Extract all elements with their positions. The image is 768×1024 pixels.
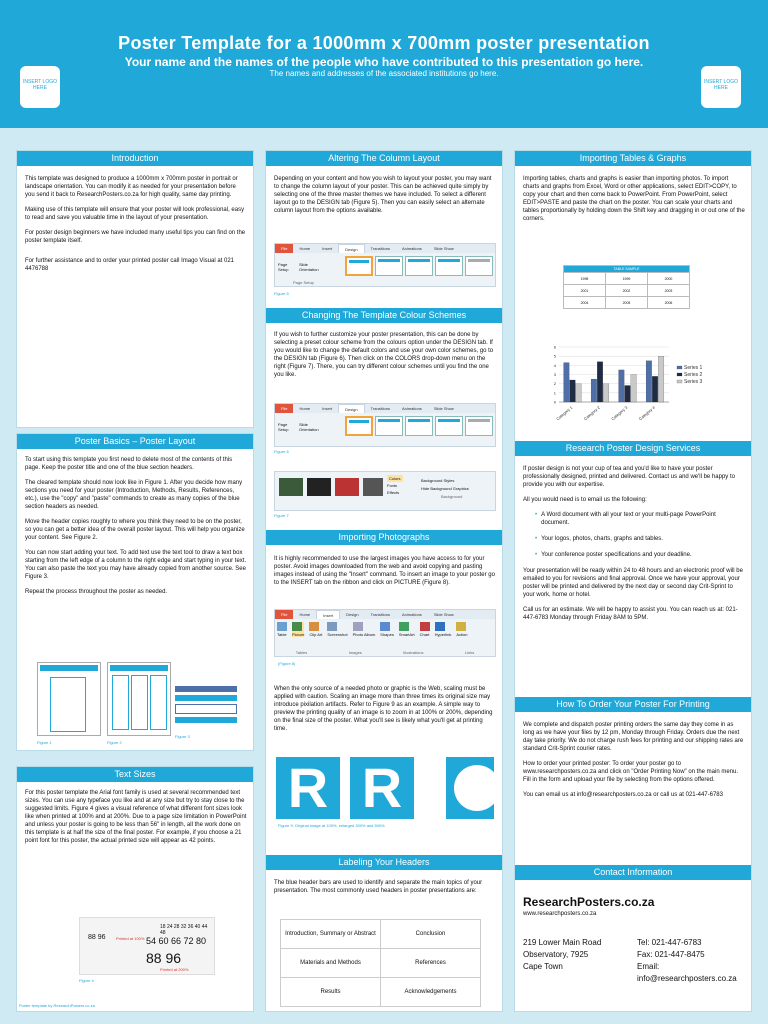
column-1-intro [16, 150, 254, 428]
print-label: Printed at 200% [160, 967, 189, 972]
services-bullet: • Your conference poster specifications and your deadline. [535, 552, 692, 558]
ribbon-tab-transitions: Transitions [370, 612, 391, 617]
ribbon-tab-file: File [275, 244, 293, 253]
chart-y-tick: 5 [553, 353, 556, 359]
ribbon-tab-animations: Animations [402, 612, 422, 617]
chart-bar [576, 384, 582, 402]
logo-image-300 [350, 757, 414, 819]
hide-bg-graphics-checkbox: Hide Background Graphics [421, 486, 469, 491]
header-cell: Introduction, Summary or Abstract [281, 920, 381, 949]
ribbon-photoalbum-button [353, 622, 376, 637]
figure-6-caption: Figure 6 [274, 449, 289, 454]
slide-orientation-button: Slide Orientation [299, 262, 319, 272]
services-bullet: • A Word document with all your text or your multi-page PowerPoint document. [535, 511, 745, 527]
ribbon-tab-transitions: Transitions [370, 246, 391, 251]
theme-thumbnail [375, 416, 403, 436]
tables-text: Importing tables, charts and graphs is easier than importing photos. To import charts and graphs from Excel, Word or other applications, select EDIT>COPY, to copy your chart and then come back to PowerPoint. From PowerPoint, select EDIT>PASTE and paste the chart on the poster. You can scale your charts and tables proportionally by holding down the Shift key and dragging in or out one of the corners. [523, 176, 745, 222]
table-cell: 2001 [564, 285, 606, 297]
address-line: Observatory, 7925 [523, 950, 589, 959]
fax: Fax: 021-447-8475 [637, 950, 705, 959]
chart-bar [658, 356, 664, 402]
ribbon-smartart-button [399, 622, 415, 637]
font-sample: 18 24 28 32 36 40 44 48 [160, 924, 208, 936]
ribbon-design-tab [274, 243, 496, 287]
ribbon-picture-button [292, 622, 304, 637]
header-cell: Materials and Methods [281, 949, 381, 978]
effects-dropdown: Effects [387, 490, 400, 495]
chart-y-tick: 3 [553, 372, 556, 377]
headers-text: The blue header bars are used to identify and separate the main topics of your presentation. The most commonly used headers in poster presentations are: [274, 880, 483, 894]
chart-bar [570, 380, 576, 402]
company-address [523, 937, 601, 973]
chart-y-tick: 6 [553, 344, 556, 350]
figure-3-caption: Figure 3 [175, 734, 190, 739]
chart-legend-label: Series 1 [684, 365, 703, 371]
ribbon-item-label: Photo Album [352, 632, 376, 637]
page-setup-button: Page Setup [278, 262, 289, 272]
address-line: Cape Town [523, 962, 563, 971]
chart-bar [652, 376, 658, 402]
ribbon-tab-design: Design [338, 404, 364, 413]
ribbon-tab-animations: Animations [402, 406, 422, 411]
theme-thumbnail [435, 256, 463, 276]
theme-thumbnail [375, 256, 403, 276]
ribbon-group-label: Tables [295, 650, 308, 655]
theme-thumbnail [405, 256, 433, 276]
ribbon-tab-slideshow: Slide Show [433, 406, 454, 411]
chart-bar [597, 362, 603, 402]
sample-table [563, 265, 690, 309]
section-header-poster-basics: Poster Basics – Poster Layout [17, 434, 253, 449]
logo-image-100 [276, 757, 340, 819]
colors-dropdown: Colors [389, 476, 401, 481]
figure-3-textbox [175, 686, 237, 731]
chart-y-tick: 1 [553, 390, 556, 396]
ribbon-item-label: Screenshot [327, 632, 348, 637]
ribbon-tab-design: Design [346, 612, 359, 617]
ribbon-item-label: Action [456, 632, 468, 637]
text-sizes-text [25, 789, 247, 852]
ribbon-tab-design: Design [338, 244, 364, 253]
section-header-altering-columns: Altering The Column Layout [266, 151, 502, 166]
ribbon-insert-tab [274, 609, 496, 657]
services-para: Call us for an estimate. We will be happy to assist you. You can reach us at: 021-447-6783 Monday through Friday 8AM to 5PM. [523, 607, 738, 621]
ribbon-item-label: SmartArt [398, 632, 415, 637]
ribbon-clipart-button [309, 622, 322, 637]
figure-7-colors-menu [274, 471, 496, 511]
order-text [523, 721, 745, 806]
intro-text [25, 175, 247, 280]
ribbon-item-label: Picture [292, 632, 305, 637]
section-header-how-to-order: How To Order Your Poster For Printing [515, 697, 751, 712]
services-text [523, 465, 745, 629]
ribbon-tab-home: Home [299, 406, 311, 411]
bullet-text: Your conference poster specifications and your deadline. [541, 552, 692, 558]
ribbon-hyperlink-button [435, 622, 452, 637]
intro-para: For poster design beginners we have included many useful tips you can find on the poster template itself. [25, 230, 246, 244]
chart-bar [631, 375, 637, 403]
section-header-text-sizes: Text Sizes [17, 767, 253, 782]
section-header-colour-schemes: Changing The Template Colour Schemes [266, 308, 502, 323]
services-para: If poster design is not your cup of tea and you'd like to have your poster professionally designed, printed and delivered. Contact us and we'll be happy to provide you with our expertise. [523, 466, 735, 488]
logo-placeholder-left: INSERT LOGO HERE [20, 66, 60, 108]
figure-4-font-samples [79, 917, 215, 975]
intro-para: For further assistance and to order your printed poster call Imago Visual at 021 4476788 [25, 258, 235, 272]
theme-thumbnail [435, 416, 463, 436]
column-3 [514, 150, 752, 1012]
ribbon-tab-slideshow: Slide Show [433, 246, 454, 251]
chart-legend-label: Series 3 [684, 379, 703, 385]
section-header-design-services: Research Poster Design Services [515, 441, 751, 456]
figure-5-caption: Figure 5 [274, 291, 289, 296]
ribbon-tab-file: File [275, 404, 293, 413]
chart-y-tick: 2 [553, 381, 556, 387]
ribbon-group-label: Page Setup [293, 280, 314, 285]
table-cell: 1998 [564, 273, 606, 285]
section-header-tables-graphs: Importing Tables & Graphs [515, 151, 751, 166]
table-cell: 2006 [648, 297, 690, 309]
logo-placeholder-right: INSERT LOGO HERE [701, 66, 741, 108]
chart-legend-swatch [677, 373, 682, 376]
poster-authors: Your name and the names of the people who have contributed to this presentation go here. [124, 55, 644, 69]
poster-title: Poster Template for a 1000mm x 700mm poster presentation [118, 33, 650, 53]
email-link[interactable]: info@researchposters.co.za [637, 974, 737, 983]
print-label: Printed at 100% [116, 936, 145, 941]
ribbon-tab-home: Home [299, 246, 311, 251]
theme-thumbnail [345, 416, 373, 436]
chart-bar [591, 379, 597, 402]
header-cell: Acknowledgements [381, 978, 481, 1007]
ribbon-tab-animations: Animations [402, 246, 422, 251]
figure-1-layout [37, 662, 101, 736]
figure-9-scaling [276, 757, 494, 819]
figure-1-caption: Figure 1 [37, 740, 52, 745]
section-header-labeling-headers: Labeling Your Headers [266, 855, 502, 870]
section-header-contact: Contact Information [515, 865, 751, 880]
page-setup-button: Page Setup [278, 422, 289, 432]
ribbon-item-label: Hyperlink [434, 632, 452, 637]
theme-thumbnail [345, 256, 373, 276]
sample-bar-chart [545, 339, 745, 429]
bullet-text: Your logos, photos, charts, graphs and tables. [541, 536, 663, 542]
figure-4-caption: Figure 4 [79, 978, 94, 983]
order-para: How to order your printed poster: To order your poster go to www.researchposters.co.za and click on "Order Printing Now" on the main menu. Fill in the form and upload your file by selecting from the options offered. [523, 761, 739, 783]
text-sizes-para: For this poster template the Arial font family is used at several recommended text sizes. You can use any typeface you like and at any size but try to stay close to the suggested limits. Figure 4 gives a visual reference of what different font sizes look like when printed at 100% and at 200%. Due to a page size limitation in PowerPoint and unless your poster is going to be less than 56" in length, all the work done on this template is at half the size of the final poster. For example, if you choose a 21 point font for this poster, the actual printed size will appear as 42 points. [25, 790, 247, 844]
figure-8-caption: (Figure 8) [278, 661, 296, 666]
table-cell: 1999 [606, 273, 648, 285]
chart-legend-swatch [677, 366, 682, 369]
figure-2-caption: Figure 2 [107, 740, 122, 745]
phone: Tel: 021-447-6783 [637, 938, 702, 947]
theme-thumbnail [465, 256, 493, 276]
ribbon-tab-insert: Insert [316, 610, 340, 619]
section-header-introduction: Introduction [17, 151, 253, 166]
ribbon-chart-button [420, 622, 430, 637]
font-sample: 88 96 [88, 934, 106, 941]
ribbon-item-label: Shapes [380, 632, 394, 637]
ribbon-group-label: Images [348, 650, 362, 655]
poster-institutions: The names and addresses of the associated institutions go here. [269, 69, 499, 78]
order-para: We complete and dispatch poster printing orders the same day they come in as long as we have your files by 12 pm, Monday through Friday. Orders due the next day take priority. We do not charge rush fees for printing and our shipping rates are standard Crit-Sprint courier rates. [523, 722, 744, 752]
figure-7-caption: Figure 7 [274, 513, 289, 518]
photos-text-1: It is highly recommended to use the largest images you have access to for your poster. Avoid images downloaded from the web and avoid copying and pasting images instead of using the "Insert" command. To insert an image to your poster go to the INSERT tab on the ribbon and click on PICTURE (Figure 8). [274, 556, 495, 586]
table-cell: 2004 [564, 297, 606, 309]
order-para: You can email us at info@researchposters.co.za or call us at 021-447-6783 [523, 792, 723, 798]
ribbon-tab-file: File [275, 610, 293, 619]
chart-bar [619, 370, 625, 402]
theme-thumbnail [465, 416, 493, 436]
altering-text: Depending on your content and how you wish to layout your poster, you may want to change the column layout of your poster. This can be achieved quite simply by selecting one of the three master themes we have included. To select a different layout go to the DESIGN tab (Figure 5). Then you can easily select an alternate column layout from the options available. [274, 176, 492, 214]
intro-para: This template was designed to produce a 1000mm x 700mm poster in portrait or landscape orientation. You can modify it as needed for your presentation before you send it back to ResearchPosters.co.za for high quality, same day printing. [25, 176, 238, 198]
ribbon-tab-transitions: Transitions [370, 406, 391, 411]
basics-para: To start using this template you first need to delete most of the contents of this page. Keep the poster title and one of the blue section headers. [25, 457, 233, 471]
basics-para: You can now start adding your text. To add text use the text tool to draw a text box starting from the left edge of a column to the right edge and start typing in your text. You can also paste the text you may have already copied from another source. See Figure 3. [25, 550, 247, 580]
ribbon-item-label: Chart [419, 632, 430, 637]
template-footer: Poster template by ResearchPosters.co.za [19, 1003, 95, 1008]
chart-legend-label: Series 2 [684, 372, 703, 378]
email-label: Email: [637, 962, 660, 971]
sample-table-title: TABLE SAMPLE [564, 266, 690, 273]
figure-9-caption: Figure 9: Original image at 100%, enlarged 300% and 500% [278, 823, 385, 828]
basics-para: The cleared template should now look like in Figure 1. After you decide how many sections you need for your poster (Introduction, Methods, Results, References, etc.), use the "copy" and "paste" commands to create as many copies of the blue section headers as needed. [25, 480, 243, 510]
ribbon-group-label: Links [464, 650, 475, 655]
chart-bar [625, 386, 631, 403]
chart-x-tick: Category 3 [610, 404, 629, 422]
basics-text [25, 456, 247, 603]
chart-bar [603, 384, 609, 402]
background-styles-button: Background Styles [421, 478, 455, 483]
chart-x-tick: Category 2 [582, 404, 601, 422]
fonts-dropdown: Fonts [387, 483, 398, 488]
basics-para: Repeat the process throughout the poster as needed. [25, 589, 168, 595]
intro-para: Making use of this template will ensure that your poster will look professional, easy to read and save you valuable time in the layout of your presentation. [25, 207, 245, 221]
logo-letter: R [287, 756, 329, 819]
table-cell: 2005 [606, 297, 648, 309]
chart-bar [646, 361, 652, 402]
background-group-label: Background [441, 494, 463, 499]
company-url[interactable]: www.researchposters.co.za [523, 911, 597, 917]
ribbon-shapes-button [380, 622, 394, 637]
chart-x-tick: Category 1 [555, 404, 574, 422]
basics-para: Move the header copies roughly to where you think they need to be on the poster, so you can get a better idea of the overall poster layout. This will help you organize your content. See Figure 2. [25, 519, 245, 541]
section-header-importing-photos: Importing Photographs [266, 530, 502, 545]
chart-legend-swatch [677, 380, 682, 383]
chart-bar [564, 363, 570, 402]
ribbon-tab-insert: Insert [322, 406, 333, 411]
services-bullet: • Your logos, photos, charts, graphs and tables. [535, 536, 663, 542]
font-sample: 88 96 [146, 950, 182, 966]
services-para: Your presentation will be ready within 24 to 48 hours and an electronic proof will be emailed to you for revisions and final approval. Once we have your approval, your poster will be printed and delivered by the next day or second day Crit-Sprint to your work, home or hotel. [523, 568, 743, 598]
services-para: All you would need is to email us the following: [523, 497, 647, 503]
photos-text-2: When the only source of a needed photo or graphic is the Web, scaling must be applied with caution. Scaling an image more than three times its original size may introduce pixilation artifacts. Refer to Figure 9 as an example. A simple way to preview the printing quality of an image is to zoom in at 100% or 200%, depending on the final size of the poster. What you'll see is likely what you'll get at printing time. [274, 686, 493, 732]
logo-image-500 [424, 757, 494, 819]
common-headers-table [280, 919, 481, 1007]
table-cell: 2000 [648, 273, 690, 285]
company-name: ResearchPosters.co.za [523, 895, 655, 909]
ribbon-screenshot-button [327, 622, 347, 637]
ribbon-tab-slideshow: Slide Show [433, 612, 454, 617]
poster-header [0, 0, 768, 128]
chart-x-tick: Category 4 [637, 404, 656, 422]
ribbon-table-button [277, 622, 287, 637]
table-cell: 2002 [606, 285, 648, 297]
header-cell: References [381, 949, 481, 978]
figure-2-layout [107, 662, 171, 736]
ribbon-item-label: Clip Art [309, 632, 323, 637]
company-phone-email [637, 937, 737, 985]
slide-orientation-button: Slide Orientation [299, 422, 319, 432]
chart-y-tick: 0 [553, 399, 556, 405]
logo-letter: R [361, 757, 403, 819]
ribbon-design-tab-figure-6 [274, 403, 496, 447]
theme-thumbnail [405, 416, 433, 436]
header-cell: Results [281, 978, 381, 1007]
column-1-text-sizes [16, 766, 254, 1012]
column-1-basics [16, 433, 254, 751]
ribbon-tab-insert: Insert [322, 246, 333, 251]
bullet-text: A Word document with all your text or your multi-page PowerPoint document. [541, 512, 716, 526]
colours-text: If you wish to further customize your poster presentation, this can be done by selecting a preset colour scheme from the colours option under the DESIGN tab. If you would like to change the default colors and use your own color schemes, go to the DESIGN tab (Figure 6). Then click on the COLORS drop-down menu on the right (Figure 7). There, you can try different colour schemes until you find the one you like. [274, 332, 494, 378]
ribbon-action-button [456, 622, 467, 637]
table-cell: 2003 [648, 285, 690, 297]
font-sample: 54 60 66 72 80 [146, 936, 207, 946]
chart-y-tick: 4 [553, 362, 556, 368]
address-line: 219 Lower Main Road [523, 938, 602, 947]
ribbon-item-label: Table [277, 632, 287, 637]
ribbon-tab-home: Home [299, 612, 311, 617]
header-cell: Conclusion [381, 920, 481, 949]
column-2 [265, 150, 503, 1012]
ribbon-group-label: Illustrations [403, 650, 424, 655]
